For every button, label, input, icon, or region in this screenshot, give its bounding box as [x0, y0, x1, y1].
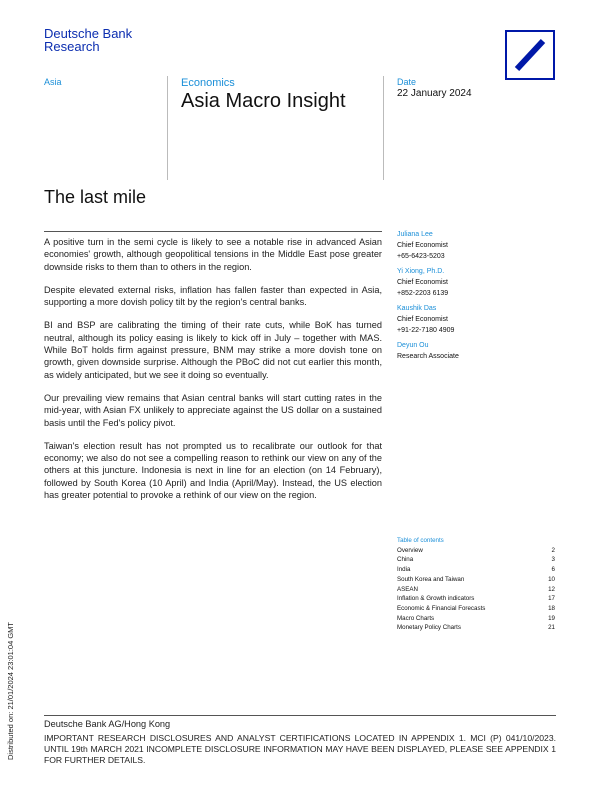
footer-divider: [44, 715, 556, 716]
author-role: Chief Economist: [397, 316, 448, 323]
author-name[interactable]: Kaushik Das: [397, 305, 437, 312]
toc-item-page: 10: [548, 575, 555, 583]
author-entry: [397, 303, 567, 336]
toc-item[interactable]: [397, 565, 555, 575]
toc-item-page: 6: [551, 566, 555, 574]
toc-item-label: Monetary Policy Charts: [397, 624, 461, 632]
author-entry: [397, 229, 567, 262]
toc-item[interactable]: [397, 594, 555, 604]
author-entry: [397, 340, 567, 362]
paragraph: Taiwan's election result has not prompted us to recalibrate our outlook for that economy; we also do not see a compelling reason to rethink our view on any of the others at this juncture. Indonesia is next in line for an election (on 14 February), followed by South Korea (10 April) and India (April/May). Instead, the US election has greater potential to provoke a rethink of our view on the region.: [44, 440, 382, 501]
toc-item-label: ASEAN: [397, 585, 418, 593]
toc-item-page: 19: [548, 614, 555, 622]
distribution-stamp: Distributed on: 21/01/2024 23:01:04 GMT: [6, 621, 15, 760]
toc-item-page: 21: [548, 624, 555, 632]
toc-item-label: Macro Charts: [397, 614, 435, 622]
brand-line-1: Deutsche Bank: [44, 26, 133, 41]
subtitle-divider: [44, 231, 382, 232]
author-phone: +852-2203 6139: [397, 290, 449, 297]
toc-item-label: Overview: [397, 546, 423, 554]
toc-title: Table of contents: [397, 537, 444, 544]
author-name[interactable]: Deyun Ou: [397, 342, 429, 349]
deutsche-bank-logo-icon: [505, 30, 555, 80]
toc-item-page: 18: [548, 604, 555, 612]
author-phone: +65-6423-5203: [397, 253, 445, 260]
paragraph: BI and BSP are calibrating the timing of their rate cuts, while BoK has turned neutral, although its policy easing is likely to kick off in July – together with MAS. While BoT holds firm against pressure, BNM may strike a more dovish tone on growth, given downside surprise. Although the PBoC did not cut earlier this month, as widely anticipated, but we see it doing so eventually.: [44, 320, 382, 380]
toc-item-page: 3: [551, 556, 555, 564]
brand-name: [44, 27, 132, 53]
header-divider-1: [167, 76, 168, 180]
report-body: [44, 236, 382, 512]
author-role: Chief Economist: [397, 279, 448, 286]
toc-item-label: India: [397, 566, 411, 574]
toc-item-page: 2: [551, 546, 555, 554]
author-entry: [397, 266, 567, 299]
author-phone: +91-22-7180 4909: [397, 327, 455, 334]
table-of-contents: [397, 536, 555, 633]
author-role: Research Associate: [397, 353, 459, 360]
toc-item-label: South Korea and Taiwan: [397, 575, 465, 583]
toc-item-page: 17: [548, 595, 555, 603]
toc-item[interactable]: [397, 623, 555, 633]
author-name[interactable]: Yi Xiong, Ph.D.: [397, 268, 445, 275]
toc-item[interactable]: [397, 614, 555, 624]
paragraph: A positive turn in the semi cycle is likely to see a notable rise in advanced Asian economies' growth, although geopolitical tensions in the Middle East pose greater downside risks to them than to others in the region.: [44, 237, 382, 272]
report-subtitle: The last mile: [44, 187, 147, 207]
paragraph: Our prevailing view remains that Asian central banks will start cutting rates in the mid-year, with Asian FX unlikely to appreciate against the US dollar on a sustained basis until the Fed's policy pivot.: [44, 392, 382, 428]
toc-item-page: 12: [548, 585, 555, 593]
toc-item[interactable]: [397, 575, 555, 585]
footer-entity: Deutsche Bank AG/Hong Kong: [44, 719, 171, 729]
author-name[interactable]: Juliana Lee: [397, 231, 433, 238]
region-label: Asia: [44, 77, 62, 87]
publication-title: Asia Macro Insight: [181, 90, 346, 112]
toc-item-label: Economic & Financial Forecasts: [397, 604, 486, 612]
date-label: Date: [397, 77, 417, 87]
header-divider-2: [383, 76, 384, 180]
disclosure-notice: IMPORTANT RESEARCH DISCLOSURES AND ANALYST CERTIFICATIONS LOCATED IN APPENDIX 1. MCI (P) 041/10/2023. UNTIL 19th MARCH 2021 INCOMPLETE DISCLOSURE INFORMATION MAY HAVE BEEN DISPLAYED, PLEASE SEE APPENDIX 1 FOR FURTHER DETAILS.: [44, 733, 556, 765]
category-label: Economics: [181, 77, 235, 89]
toc-item[interactable]: [397, 585, 555, 595]
toc-item[interactable]: [397, 604, 555, 614]
toc-item[interactable]: [397, 555, 555, 565]
toc-item-label: Inflation & Growth indicators: [397, 595, 475, 603]
author-role: Chief Economist: [397, 242, 448, 249]
toc-item-label: China: [397, 556, 414, 564]
date-value: 22 January 2024: [397, 88, 472, 99]
brand-line-2: Research: [44, 39, 100, 54]
paragraph: Despite elevated external risks, inflation has fallen faster than expected in Asia, supporting a more dovish policy tilt by the region's central banks.: [44, 284, 382, 308]
toc-item[interactable]: [397, 546, 555, 556]
author-list: [397, 229, 567, 366]
